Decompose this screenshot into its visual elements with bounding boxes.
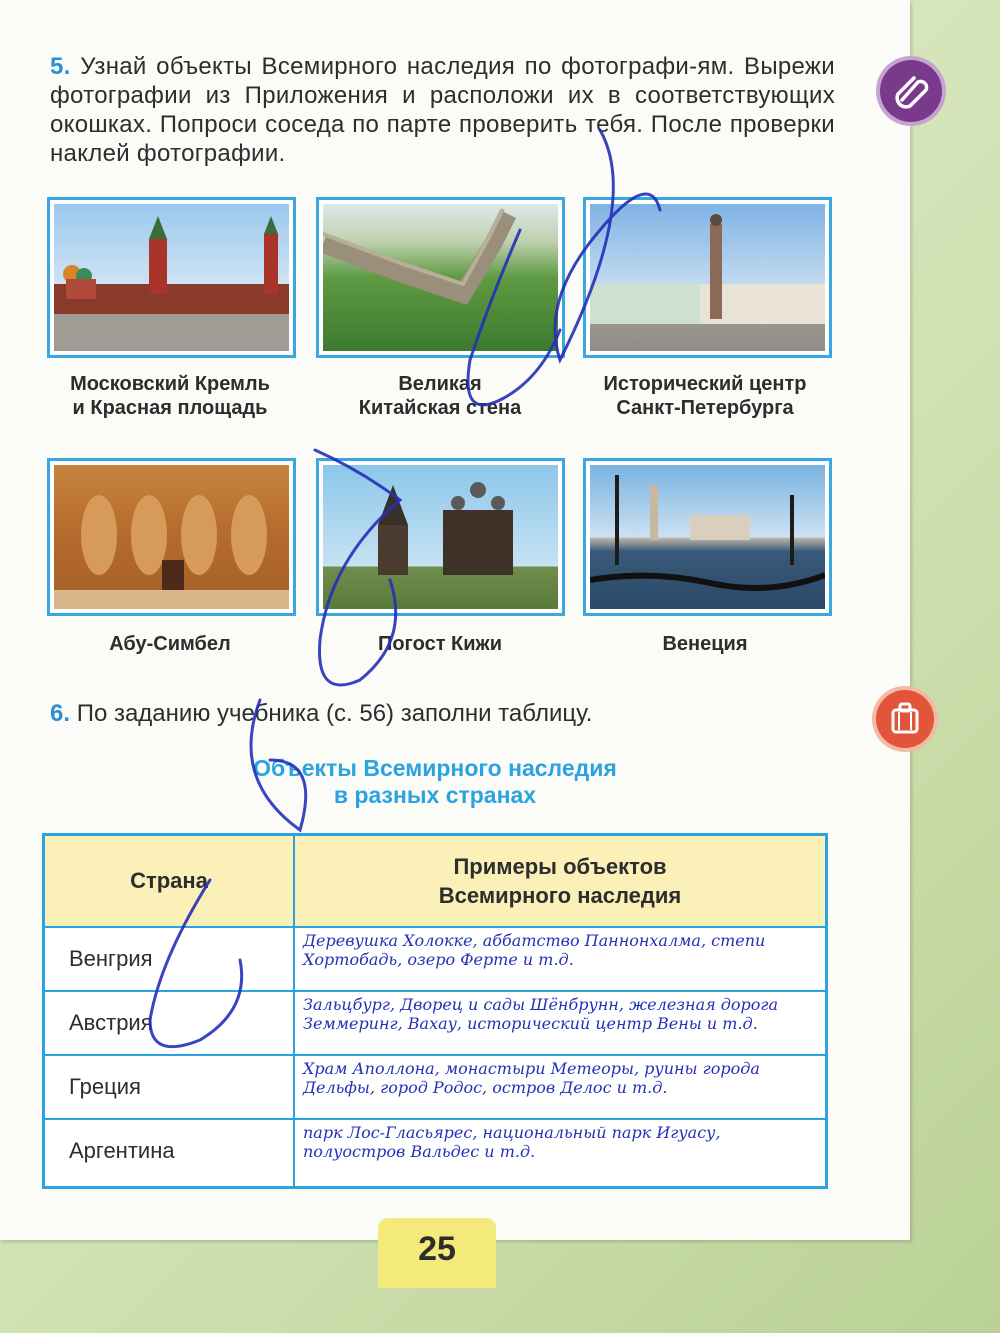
caption-great-wall	[310, 372, 570, 420]
answer-cell: парк Лос-Гласьярес, национальный парк Игуасу, полуостров Вальдес и т.д.	[303, 1123, 721, 1161]
caption-spb-line1: Исторический центр	[603, 373, 807, 395]
caption-great-wall-line2: Китайская стена	[358, 397, 522, 419]
photo-kremlin	[47, 197, 296, 358]
header-examples	[295, 852, 825, 910]
caption-abu-simbel-line1: Абу-Симбел	[109, 633, 231, 655]
caption-kremlin-line2: и Красная площадь	[72, 397, 268, 419]
task-6-text	[50, 700, 592, 728]
country-cell: Венгрия	[69, 946, 153, 971]
column-divider	[293, 836, 295, 1186]
caption-saint-petersburg	[575, 372, 835, 420]
task-6-instructions: По заданию учебника (с. 56) заполни таблицу.	[76, 700, 593, 727]
task-5-number: 5.	[50, 53, 71, 80]
suitcase-icon	[876, 690, 934, 748]
task-6-number: 6.	[50, 700, 71, 727]
header-examples-line1: Примеры объектов	[453, 854, 667, 879]
photo-venice	[583, 458, 832, 616]
caption-venice	[575, 632, 835, 656]
answer-cell: Деревушка Холокке, аббатство Паннонхалма, степи Хортобадь, озеро Ферте и т.д.	[303, 931, 766, 969]
table-row	[45, 1118, 825, 1184]
task-5-text	[50, 52, 835, 168]
caption-kremlin-line1: Московский Кремль	[70, 373, 270, 395]
country-cell: Австрия	[69, 1010, 153, 1035]
photo-abu-simbel	[47, 458, 296, 616]
header-examples-line2: Всемирного наследия	[438, 883, 682, 908]
country-cell: Греция	[69, 1074, 141, 1099]
caption-spb-line2: Санкт-Петербурга	[616, 397, 794, 419]
table-row	[45, 990, 825, 1056]
caption-great-wall-line1: Великая	[398, 373, 482, 395]
table-title	[200, 755, 670, 809]
caption-abu-simbel	[40, 632, 300, 656]
country-cell: Аргентина	[69, 1138, 175, 1163]
page-number: 25	[378, 1218, 496, 1288]
caption-kizhi	[310, 632, 570, 656]
task-5-instructions: Узнай объекты Всемирного наследия по фотографи-ям. Вырежи фотографии из Приложения и расположи их в соответствующих окошках. Попроси соседа по парте проверить тебя. После проверки наклей фотографии.	[50, 53, 835, 167]
table-row	[45, 1054, 825, 1120]
caption-venice-line1: Венеция	[662, 633, 748, 655]
table-title-line2: в разных странах	[333, 782, 537, 808]
caption-kremlin	[40, 372, 300, 420]
table-row	[45, 926, 825, 992]
heritage-table	[42, 833, 828, 1189]
answer-cell: Зальцбург, Дворец и сады Шёнбрунн, железная дорога Земмеринг, Вахау, исторический центр Вены и т.д.	[303, 995, 779, 1033]
header-country: Страна	[130, 868, 208, 893]
caption-kizhi-line1: Погост Кижи	[377, 633, 503, 655]
table-header	[45, 836, 825, 928]
photo-great-wall	[316, 197, 565, 358]
answer-cell: Храм Аполлона, монастыри Метеоры, руины города Дельфы, город Родос, остров Делос и т.д.	[303, 1059, 760, 1097]
photo-saint-petersburg	[583, 197, 832, 358]
photo-kizhi	[316, 458, 565, 616]
table-title-line1: Объекты Всемирного наследия	[253, 755, 617, 781]
paperclip-icon	[880, 60, 942, 122]
